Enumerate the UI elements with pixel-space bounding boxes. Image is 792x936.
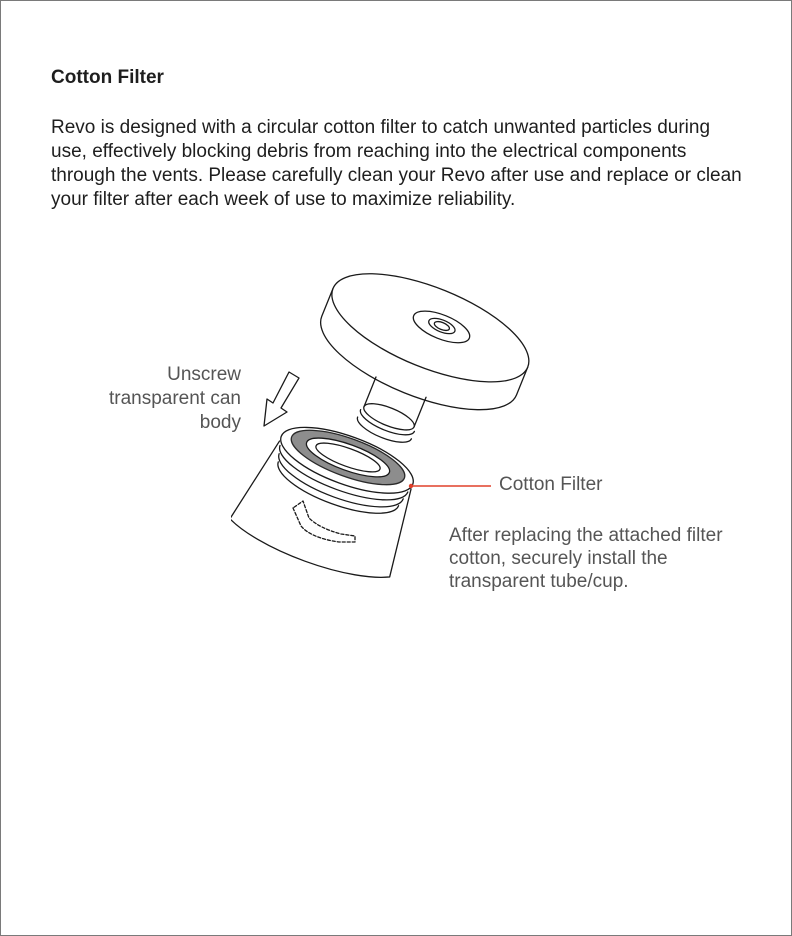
section-title: Cotton Filter bbox=[51, 67, 164, 88]
cotton-filter-label: Cotton Filter bbox=[499, 474, 603, 495]
unscrew-label: Unscrew transparent can body bbox=[108, 364, 241, 433]
section-body: Revo is designed with a circular cotton filter to catch unwanted particles during use, effectively blocking debris from reaching into the electrical components through the vents. Please carefully clean your Revo after use and replace or clean your filter after each week of use to maximize reliability. bbox=[51, 117, 742, 210]
down-left-arrow-icon bbox=[264, 372, 299, 426]
install-instruction: After replacing the attached filter cotton, securely install the transparent tube/cup. bbox=[449, 525, 723, 592]
